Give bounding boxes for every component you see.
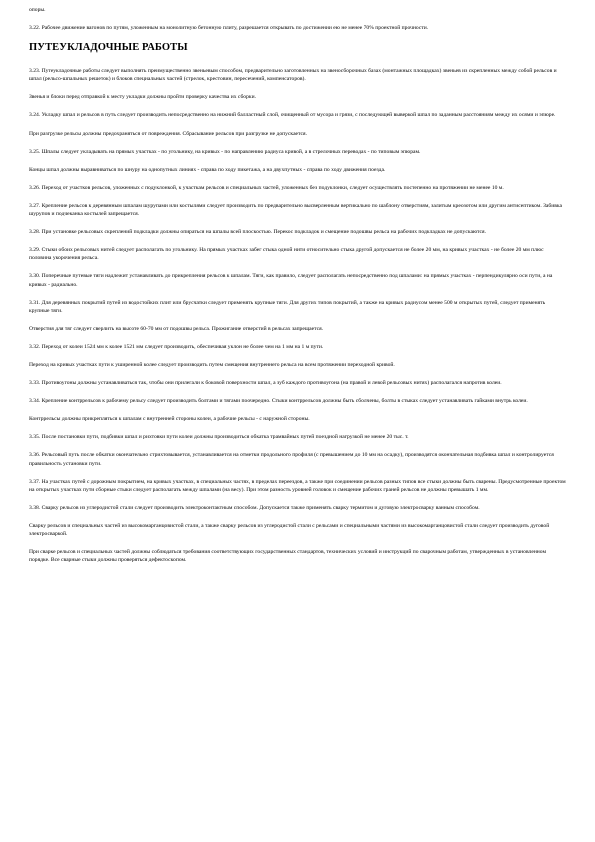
- paragraph: При сварке рельсов и специальных частей должны соблюдаться требования соответствующих государственных стандартов, технических условий и инструкций по сварочным работам, утвержденных в установленном порядке. Все сварные стыки должны проверяться дефектоскопом.: [29, 549, 547, 564]
- paragraph: Сварку рельсов и специальных частей из высокомарганцовистой стали, а также сварку рельсов из углеродистой стали с рельсами и специальными частями из высокомарганцовистой стали следует производить дуговой электросваркой.: [29, 522, 550, 537]
- paragraph: Звенья и блоки перед отправкой к месту укладки должны пройти проверку качества их сборки.: [29, 94, 257, 101]
- paragraph: 3.23. Путеукладочные работы следует выполнять преимущественно звеньевым способом, предварительно заготовленных на звеносборочных базах (монтажных площадках) звеньев из скрепленных между собой рельсов и шпал (рельсо-шпальных решеток) и блоков специальных частей (стрелок, крестовин, пересечений, компенсаторов).: [29, 68, 557, 83]
- paragraph: 3.34. Крепление контррельсов к рабочему рельсу следует производить болтами и тягами поочередно. Стыки контррельсов должны быть сболчены, болты в стыках следует устанавливать гайками внутрь колеи.: [29, 398, 528, 405]
- paragraph: При разгрузке рельсы должны предохраняться от повреждения. Сбрасывание рельсов при разгрузке не допускается.: [29, 130, 307, 137]
- paragraph: Отверстия для тяг следует сверлить на высоте 60-70 мм от подошвы рельса. Прожигание отверстий в рельсах запрещается.: [29, 325, 324, 332]
- paragraph: 3.30. Поперечные путевые тяги надлежит устанавливать до прикрепления рельсов к шпалам. Тяги, как правило, следует располагать непосредственно под шпалами: на прямых участках - перпендикулярно оси пути, а на кривых - радиально.: [29, 273, 553, 288]
- paragraph: Концы шпал должны выравниваться по шнуру на однопутных линиях - справа по ходу пикетажа, а на двухпутных - справа по ходу движения поезда.: [29, 166, 386, 173]
- paragraph: 3.28. При установке рельсовых скреплений подкладки должны опираться на шпалы всей плоскостью. Перекос подкладок и смещение подошвы рельса на рабочих подкладках не допускаются.: [29, 229, 487, 236]
- document-page: [29, 6, 566, 574]
- paragraph: 3.29. Стыки обоих рельсовых нитей следует располагать по угольнику. На прямых участках забег стыка одной нити относительно стыка другой допускается не более 20 мм, на кривых участках - не более 20 мм плюс половина укорочения рельса.: [29, 247, 544, 262]
- paragraph: 3.24. Укладку шпал и рельсов в путь следует производить непосредственно на нижний балластный слой, очищенный от мусора и грязи, с последующей выверкой шпал по заданным расстояниям между их осями и эпюре.: [29, 112, 556, 119]
- paragraph: 3.26. Переход от участков рельсов, уложенных с подуклонкой, к участкам рельсов и специальных частей, уложенных без подуклонки, следует осуществлять постепенно на протяжении не менее 10 м.: [29, 184, 504, 191]
- paragraph-list: [29, 67, 566, 564]
- paragraph: Контррельсы должны прикрепляться к шпалам с внутренней стороны колеи, а рабочие рельсы - с наружной стороны.: [29, 416, 310, 423]
- paragraph: 3.27. Крепление рельсов к деревянным шпалам шурупами или костылями следует производить по предварительно высверленным вертикально по шаблону отверстиям, залитым креозотом или другим антисептиком. Забивка шурупов и подчеканка костылей запрещается.: [29, 202, 563, 218]
- paragraph-3-22: 3.22. Рабочее движение вагонов по путям, уложенным на монолитную бетонную плиту, разрешается открывать по достижении ею не менее 70% проектной прочности.: [29, 25, 429, 32]
- paragraph: 3.36. Рельсовый путь после обкатки окончательно стрихтовывается, устанавливается на отметки продольного профиля (с превышением до 10 мм на осадку), производятся окончательная подбивка шпал и контролируется правильность установки пути.: [29, 452, 554, 467]
- paragraph: 3.32. Переход от колеи 1524 мм к колее 1521 мм следует производить, обеспечивая уклон не более чем на 1 мм на 1 м пути.: [29, 343, 324, 350]
- paragraph: 3.35. После постановки пути, подбивки шпал и рихтовки пути колеи должны производиться обкатка трамвайных путей поездной нагрузкой не менее 20 тыс. т.: [29, 434, 409, 441]
- paragraph: 3.37. На участках путей с дорожным покрытием, на кривых участках, в специальных частях, в пределах переездов, а также при соединении рельсов разных типов все стыки должны быть сварены. Предусмотренные проектом на открытых участках пути сборные стыки следует располагать между шпалами (на весу). При этом разность уровней головок и смещение рабочих граней рельсов не должны превышать 1 мм.: [29, 478, 566, 493]
- paragraph: 3.38. Сварку рельсов из углеродистой стали следует производить электроконтактным способом. Допускается также применять сварку термитом и дуговую электросварку ванным способом.: [29, 504, 480, 511]
- section-title: ПУТЕУКЛАДОЧНЫЕ РАБОТЫ: [29, 42, 188, 54]
- paragraph: 3.25. Шпалы следует укладывать на прямых участках - по угольнику, на кривых - по направлению радиуса кривой, а в стрелочных переводах - по типовым эпюрам.: [29, 148, 421, 155]
- paragraph: 3.33. Противоугоны должны устанавливаться так, чтобы они прилегали к боковой поверхности шпал, а зуб каждого противоугона (на правой и левой рельсовых нитях) располагался напротив колеи.: [29, 380, 502, 387]
- paragraph-continuation: опоры.: [29, 7, 46, 13]
- paragraph: Переход на кривых участках пути к уширенной колее следует производить путем смещения внутреннего рельса на всем протяжении переходной кривой.: [29, 361, 395, 368]
- paragraph: 3.31. Для деревянных покрытий путей из водостойких плит или брусчатки следует применять крупные тяги. Для других типов покрытий, а также на кривых радиусом менее 500 м открытых путей, следует применять крупные тяги.: [29, 299, 546, 314]
